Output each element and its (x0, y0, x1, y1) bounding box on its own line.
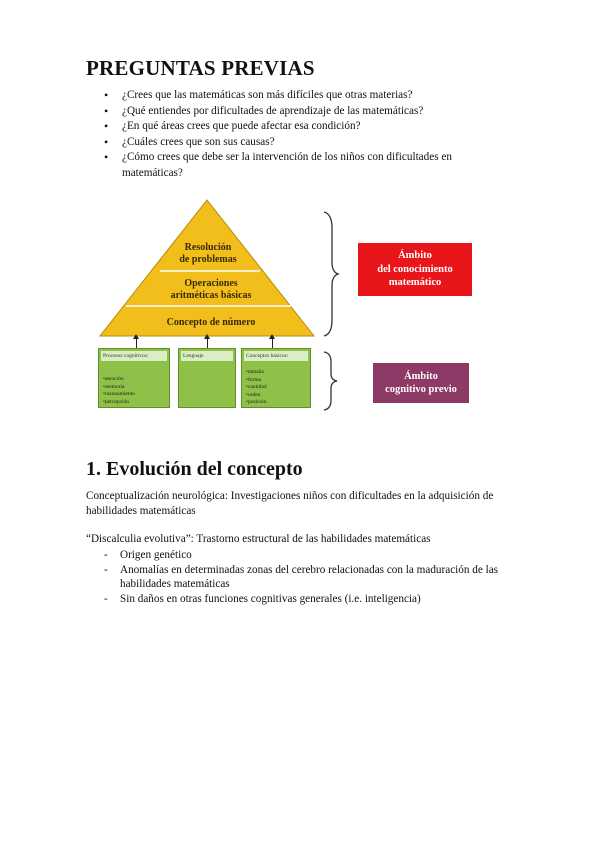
list-item: - Anomalías en determinadas zonas del cerebro relacionadas con la maduración de las habilidades matemáticas (104, 563, 524, 592)
math-knowledge-diagram (96, 196, 486, 416)
box-items (246, 369, 267, 407)
box-item: • percepción (103, 399, 135, 407)
box-item: • atención (103, 376, 135, 384)
arrow-up-icon (136, 336, 137, 348)
dyscalculia-paragraph: “Discalculia evolutiva”: Trastorno estructural de las habilidades matemáticas (86, 533, 431, 545)
question-item: • ¿Crees que las matemáticas son más difíciles que otras materias? (104, 88, 504, 104)
page-heading: PREGUNTAS PREVIAS (86, 56, 315, 80)
box-title: Conceptos básicos: (244, 351, 308, 361)
language-box (178, 348, 236, 408)
box-items (103, 376, 135, 406)
box-item: • tamaño (246, 369, 267, 377)
box-title: Procesos cognitivos: (101, 351, 167, 361)
box-item: • posición (246, 399, 267, 407)
prior-cognitive-ambit-box: Ámbito cognitivo previo (373, 363, 469, 403)
neuro-paragraph: Conceptualización neurológica: Investigaciones niños con dificultades en la adquisición de habilidades matemáticas (86, 490, 494, 517)
math-knowledge-ambit-box: Ámbito del conocimiento matemático (358, 243, 472, 296)
arrow-up-icon (272, 336, 273, 348)
section-title: 1. Evolución del concepto (86, 458, 303, 480)
brace-icon (322, 350, 340, 412)
box-item: • forma (246, 377, 267, 385)
question-item: • ¿Cómo crees que debe ser la intervención de los niños con dificultades en matemáticas? (104, 150, 504, 181)
box-item: • orden (246, 392, 267, 400)
question-item: • ¿Qué entiendes por dificultades de aprendizaje de las matemáticas? (104, 104, 504, 120)
box-title: Lenguaje (181, 351, 233, 361)
list-item: - Sin daños en otras funciones cognitivas generales (i.e. inteligencia) (104, 592, 524, 607)
dyscalculia-list (104, 548, 524, 606)
brace-icon (322, 210, 340, 338)
pyramid-top-label: Resolución de problemas (179, 242, 237, 265)
box-item: • memoria (103, 384, 135, 392)
question-item: • ¿En qué áreas crees que puede afectar esa condición? (104, 119, 504, 135)
box-item: • cantidad (246, 384, 267, 392)
questions-list (104, 88, 504, 181)
arrow-up-icon (207, 336, 208, 348)
question-item: • ¿Cuáles crees que son sus causas? (104, 135, 504, 151)
basic-concepts-box (241, 348, 311, 408)
pyramid-middle-label: Operaciones aritméticas básicas (170, 278, 252, 301)
cognitive-processes-box (98, 348, 170, 408)
pyramid-bottom-label: Concepto de número (166, 317, 256, 328)
box-item: • razonamiento (103, 391, 135, 399)
list-item: - Origen genético (104, 548, 524, 563)
